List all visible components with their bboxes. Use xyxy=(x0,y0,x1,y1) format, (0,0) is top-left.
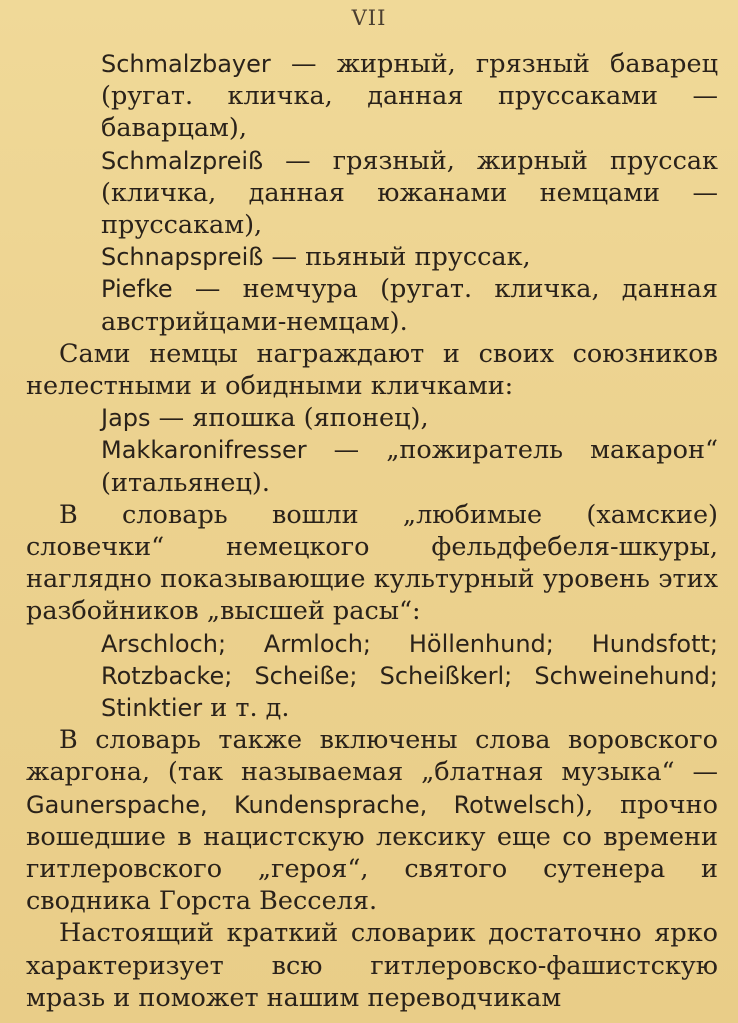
entry-definition: — пьяный пруссак, xyxy=(263,242,531,273)
dictionary-entry xyxy=(101,48,718,145)
dictionary-entry xyxy=(101,402,718,434)
paragraph-text: В словарь также включены слова воровского жаргона, (так называемая „блатная музыка“ — xyxy=(26,725,718,788)
dictionary-entry xyxy=(101,241,718,273)
entry-word: Schmalzbayer xyxy=(101,50,271,78)
dictionary-entry xyxy=(101,273,718,337)
example-words xyxy=(101,628,718,725)
paragraph: Сами немцы награждают и своих союзников нелестными и обидными кличками: xyxy=(26,338,718,402)
paragraph-text: ), прочно вошедшие в нацистскую лексику еще со времени гитлеровского „героя“, святого сутенера и сводника Горста Весселя. xyxy=(26,789,718,917)
page-number: VII xyxy=(351,6,387,30)
entry-word: Japs xyxy=(101,404,151,433)
jargon-terms: Gaunerspache, Kundensprache, Rotwelsch xyxy=(26,790,576,819)
dictionary-entry xyxy=(101,145,718,242)
entry-definition: — грязный, жирный пруссак (кличка, данная южанами немцами — пруссакам), xyxy=(101,145,718,241)
paragraph: Настоящий краткий словарик достаточно ярко характеризует всю гитлеровско-фашистскую мразь и поможет нашим переводчикам xyxy=(26,918,718,1013)
entry-word: Schnapspreiß xyxy=(101,243,264,272)
example-tail: и т. д. xyxy=(202,693,290,724)
dictionary-entry xyxy=(101,434,718,498)
entry-definition: — „пожиратель макарон“ (итальянец). xyxy=(101,435,718,498)
entry-definition: — жирный, грязный баварец (ругат. кличка, данная пруссаками — баварцам), xyxy=(101,49,718,144)
entry-definition: — япошка (японец), xyxy=(150,403,429,434)
entry-definition: — немчура (ругат. кличка, данная австрийцами-немцам). xyxy=(101,274,718,337)
paragraph: В словарь вошли „любимые (хамские) словечки“ немецкого фельдфебеля-шкуры, наглядно показывающие культурный уровень этих разбойников „высшей расы“: xyxy=(26,499,718,627)
entry-word: Piefke xyxy=(101,275,173,304)
page-body xyxy=(26,48,718,1014)
entry-word: Makkaronifresser xyxy=(101,436,307,465)
entry-word: Schmalzpreiß xyxy=(101,146,264,175)
paragraph xyxy=(26,724,718,917)
example-word-list: Arschloch; Armloch; Höllenhund; Hundsfott; Rotzbacke; Scheiße; Scheißkerl; Schweinehund; Stinktier xyxy=(101,629,718,723)
